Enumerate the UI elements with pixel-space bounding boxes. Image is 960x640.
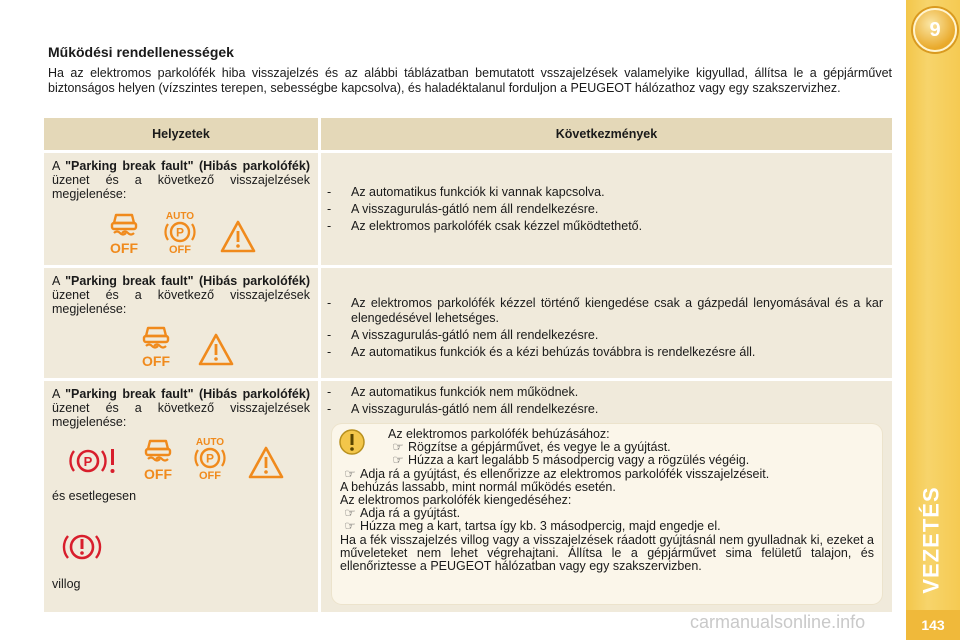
consequence-cell [321, 153, 892, 265]
list-item: - A visszagurulás-gátló nem áll rendelkezésre. [327, 328, 599, 342]
list-item: - Az elektromos parkolófék kézzel történő kiengedése csak a gázpedál lenyomásával és a kar elengedésével lehetséges. [327, 296, 883, 325]
situation-text: A "Parking break fault" (Hibás parkolófék) üzenet és a következő visszajelzések megjelenése: [52, 387, 311, 429]
note-step: ☞ Húzza meg a kart, tartsa így kb. 3 másodpercig, majd engedje el. [340, 520, 874, 533]
pointer-hand-icon: ☞ [344, 519, 356, 534]
table-row [44, 153, 892, 265]
situation-cell [44, 268, 318, 378]
note-line: A behúzás lassabb, mint normál működés esetén. [340, 479, 616, 494]
note-step: ☞ Rögzítse a gépjárművet, és vegye le a gyújtást. [340, 441, 874, 454]
table-header [44, 118, 892, 150]
note-step: ☞ Húzza a kart legalább 5 másodpercig vagy a rögzülés végéig. [340, 454, 874, 467]
pointer-hand-icon: ☞ [344, 506, 356, 521]
note-line: Az elektromos parkolófék kiengedéséhez: [340, 493, 572, 508]
warning-triangle-icon [248, 445, 284, 481]
note-paragraph: Ha a fék visszajelzés villog vagy a visszajelzések ráadott gyújtásnál nem gyulladnak ki, ezeket a műveleteket nem lehet végrehajtani. Állítsa le a gépjárművet sima felületű talajon, és ellenőriztesse a PEUGEOT hálózatban vagy egy szakszervizben. [340, 532, 874, 574]
note-step: ☞ Adja rá a gyújtást, és ellenőrizze az elektromos parkolófék visszajelzéseit. [340, 468, 874, 481]
situation-text: A "Parking break fault" (Hibás parkolófék) üzenet és a következő visszajelzések megjelenése: [52, 159, 311, 201]
note-text [340, 428, 874, 573]
list-item: - Az automatikus funkciók és a kézi behúzás továbbra is rendelkezésre áll. [327, 345, 756, 359]
indicator-icons [104, 209, 256, 255]
consequence-cell [321, 268, 892, 378]
brake-alert-icon [60, 527, 104, 567]
blinking-text: villog [52, 577, 81, 591]
indicator-icons [68, 435, 284, 481]
warning-triangle-icon [198, 332, 234, 368]
indicator-icons [136, 322, 234, 368]
situation-cell [44, 381, 318, 612]
faults-table [44, 118, 892, 612]
chapter-title [915, 480, 949, 600]
optional-text: és esetlegesen [52, 489, 137, 503]
consequence-list [327, 296, 883, 362]
note-line: Az elektromos parkolófék behúzásához: [388, 427, 610, 441]
stability-off-icon [136, 322, 176, 368]
pointer-hand-icon: ☞ [392, 453, 404, 468]
warning-triangle-icon [220, 219, 256, 255]
chapter-title-text: VEZETÉS [919, 486, 944, 594]
consequence-list [327, 185, 883, 236]
header-situations: Helyzetek [44, 118, 318, 150]
situation-cell [44, 153, 318, 265]
stability-off-icon [104, 209, 144, 255]
pointer-hand-icon: ☞ [344, 466, 356, 481]
pointer-hand-icon: ☞ [392, 440, 404, 455]
header-consequences: Következmények [321, 118, 892, 150]
list-item: - Az elektromos parkolófék csak kézzel működtethető. [327, 219, 643, 233]
page-title: Működési rendellenességek [48, 44, 234, 60]
auto-park-off-icon [158, 209, 202, 255]
note-step: ☞ Adja rá a gyújtást. [340, 507, 874, 520]
info-note [332, 424, 882, 604]
auto-park-off-icon [188, 435, 232, 481]
intro-paragraph: Ha az elektromos parkolófék hiba visszajelzés és az alábbi táblázatban bemutatott vsszajelzések valamelyike kigyullad, állítsa le a gépjárművet biztonságos helyen (vízszintes terepen, sebességbe kapcsolva), és haladéktalanul forduljon a PEUGEOT hálózathoz vagy egy szakszervizhez. [48, 66, 892, 95]
list-item: - A visszagurulás-gátló nem áll rendelkezésre. [327, 202, 599, 216]
stability-off-icon [138, 435, 178, 481]
consequence-list [327, 385, 883, 419]
chapter-number: 9 [929, 18, 941, 41]
list-item: - Az automatikus funkciók ki vannak kapcsolva. [327, 185, 605, 199]
table-row [44, 268, 892, 378]
park-brake-fault-icon [68, 441, 120, 481]
watermark: carmanualsonline.info [690, 612, 866, 632]
list-item: - A visszagurulás-gátló nem áll rendelkezésre. [327, 402, 599, 416]
chapter-badge [913, 8, 957, 52]
page-number: 143 [906, 610, 960, 640]
list-item: - Az automatikus funkciók nem működnek. [327, 385, 579, 399]
situation-text: A "Parking break fault" (Hibás parkolófék) üzenet és a következő visszajelzések megjelenése: [52, 274, 311, 316]
